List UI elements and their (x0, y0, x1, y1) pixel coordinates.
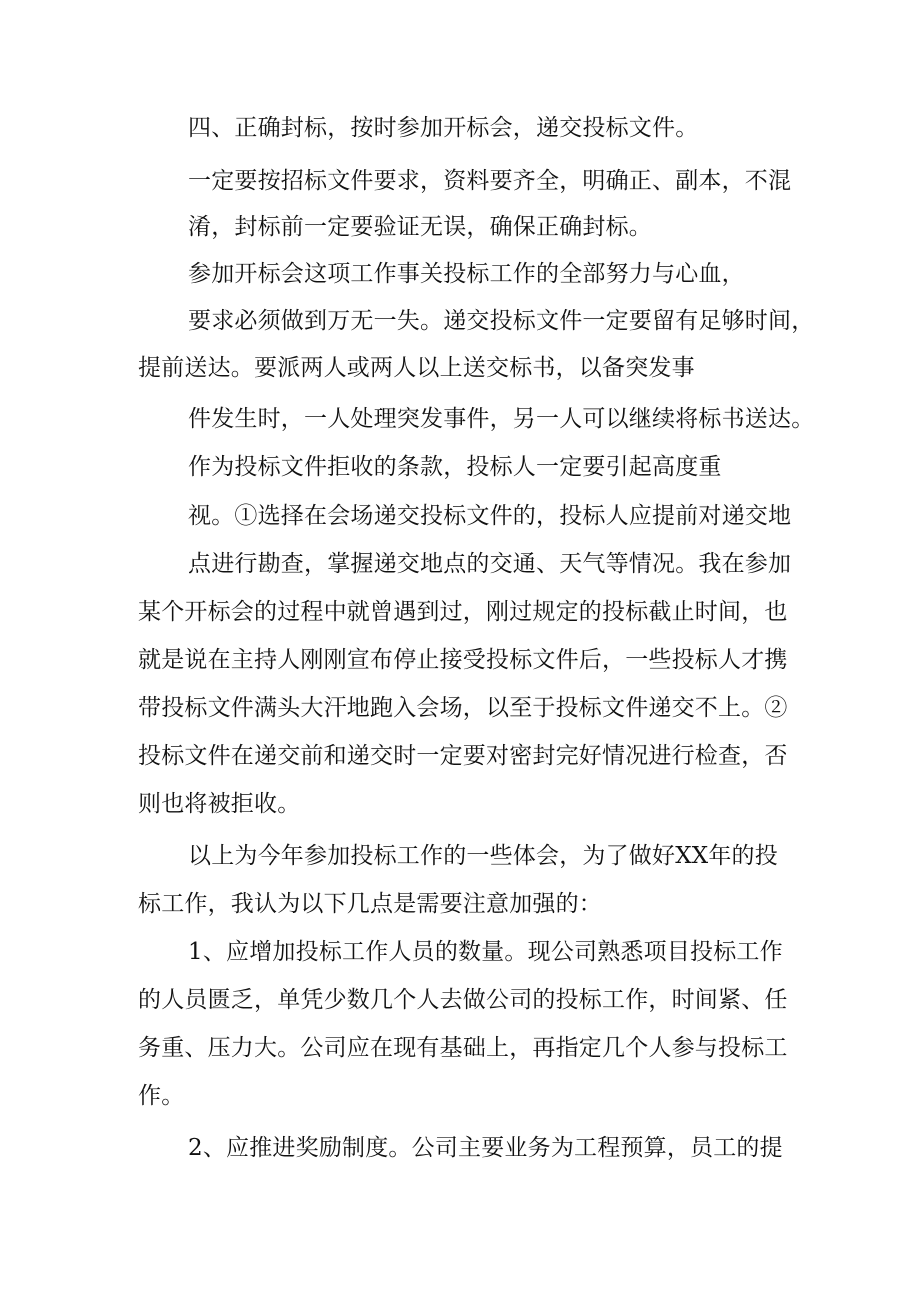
text-line: 四、正确封标，按时参加开标会，递交投标文件。 (188, 115, 699, 141)
text-line: 视。①选择在会场递交投标文件的，投标人应提前对递交地 (188, 503, 792, 529)
text-line: 参加开标会这项工作事关投标工作的全部努力与心血， (188, 261, 745, 287)
text-line: 以上为今年参加投标工作的一些体会，为了做好XX年的投 (188, 843, 778, 869)
text-line: 标工作，我认为以下几点是需要注意加强的： (138, 891, 602, 917)
text-line: 1、应增加投标工作人员的数量。现公司熟悉项目投标工作 (188, 939, 783, 965)
text-line: 提前送达。要派两人或两人以上送交标书，以备突发事 (138, 355, 695, 381)
text-line: 淆，封标前一定要验证无误，确保正确封标。 (188, 214, 652, 240)
text-line: 2、应推进奖励制度。公司主要业务为工程预算，员工的提 (188, 1135, 783, 1161)
text-line: 件发生时，一人处理突发事件，另一人可以继续将标书送达。 (188, 406, 815, 432)
text-line: 就是说在主持人刚刚宣布停止接受投标文件后，一些投标人才携 (138, 647, 788, 673)
text-line: 的人员匮乏，单凭少数几个人去做公司的投标工作，时间紧、任 (138, 987, 788, 1013)
text-line: 某个开标会的过程中就曾遇到过，刚过规定的投标截止时间，也 (138, 599, 788, 625)
text-line: 点进行勘查，掌握递交地点的交通、天气等情况。我在参加 (188, 551, 792, 577)
text-line: 作为投标文件拒收的条款，投标人一定要引起高度重 (188, 454, 722, 480)
text-line: 一定要按招标文件要求，资料要齐全，明确正、副本，不混 (188, 168, 792, 194)
text-line: 带投标文件满头大汗地跑入会场，以至于投标文件递交不上。② (138, 695, 788, 721)
text-line: 务重、压力大。公司应在现有基础上，再指定几个人参与投标工 (138, 1035, 788, 1061)
text-line: 投标文件在递交前和递交时一定要对密封完好情况进行检查，否 (138, 743, 788, 769)
text-line: 则也将被拒收。 (138, 791, 301, 817)
text-line: 要求必须做到万无一失。递交投标文件一定要留有足够时间， (188, 308, 815, 334)
text-line: 作。 (138, 1083, 185, 1109)
